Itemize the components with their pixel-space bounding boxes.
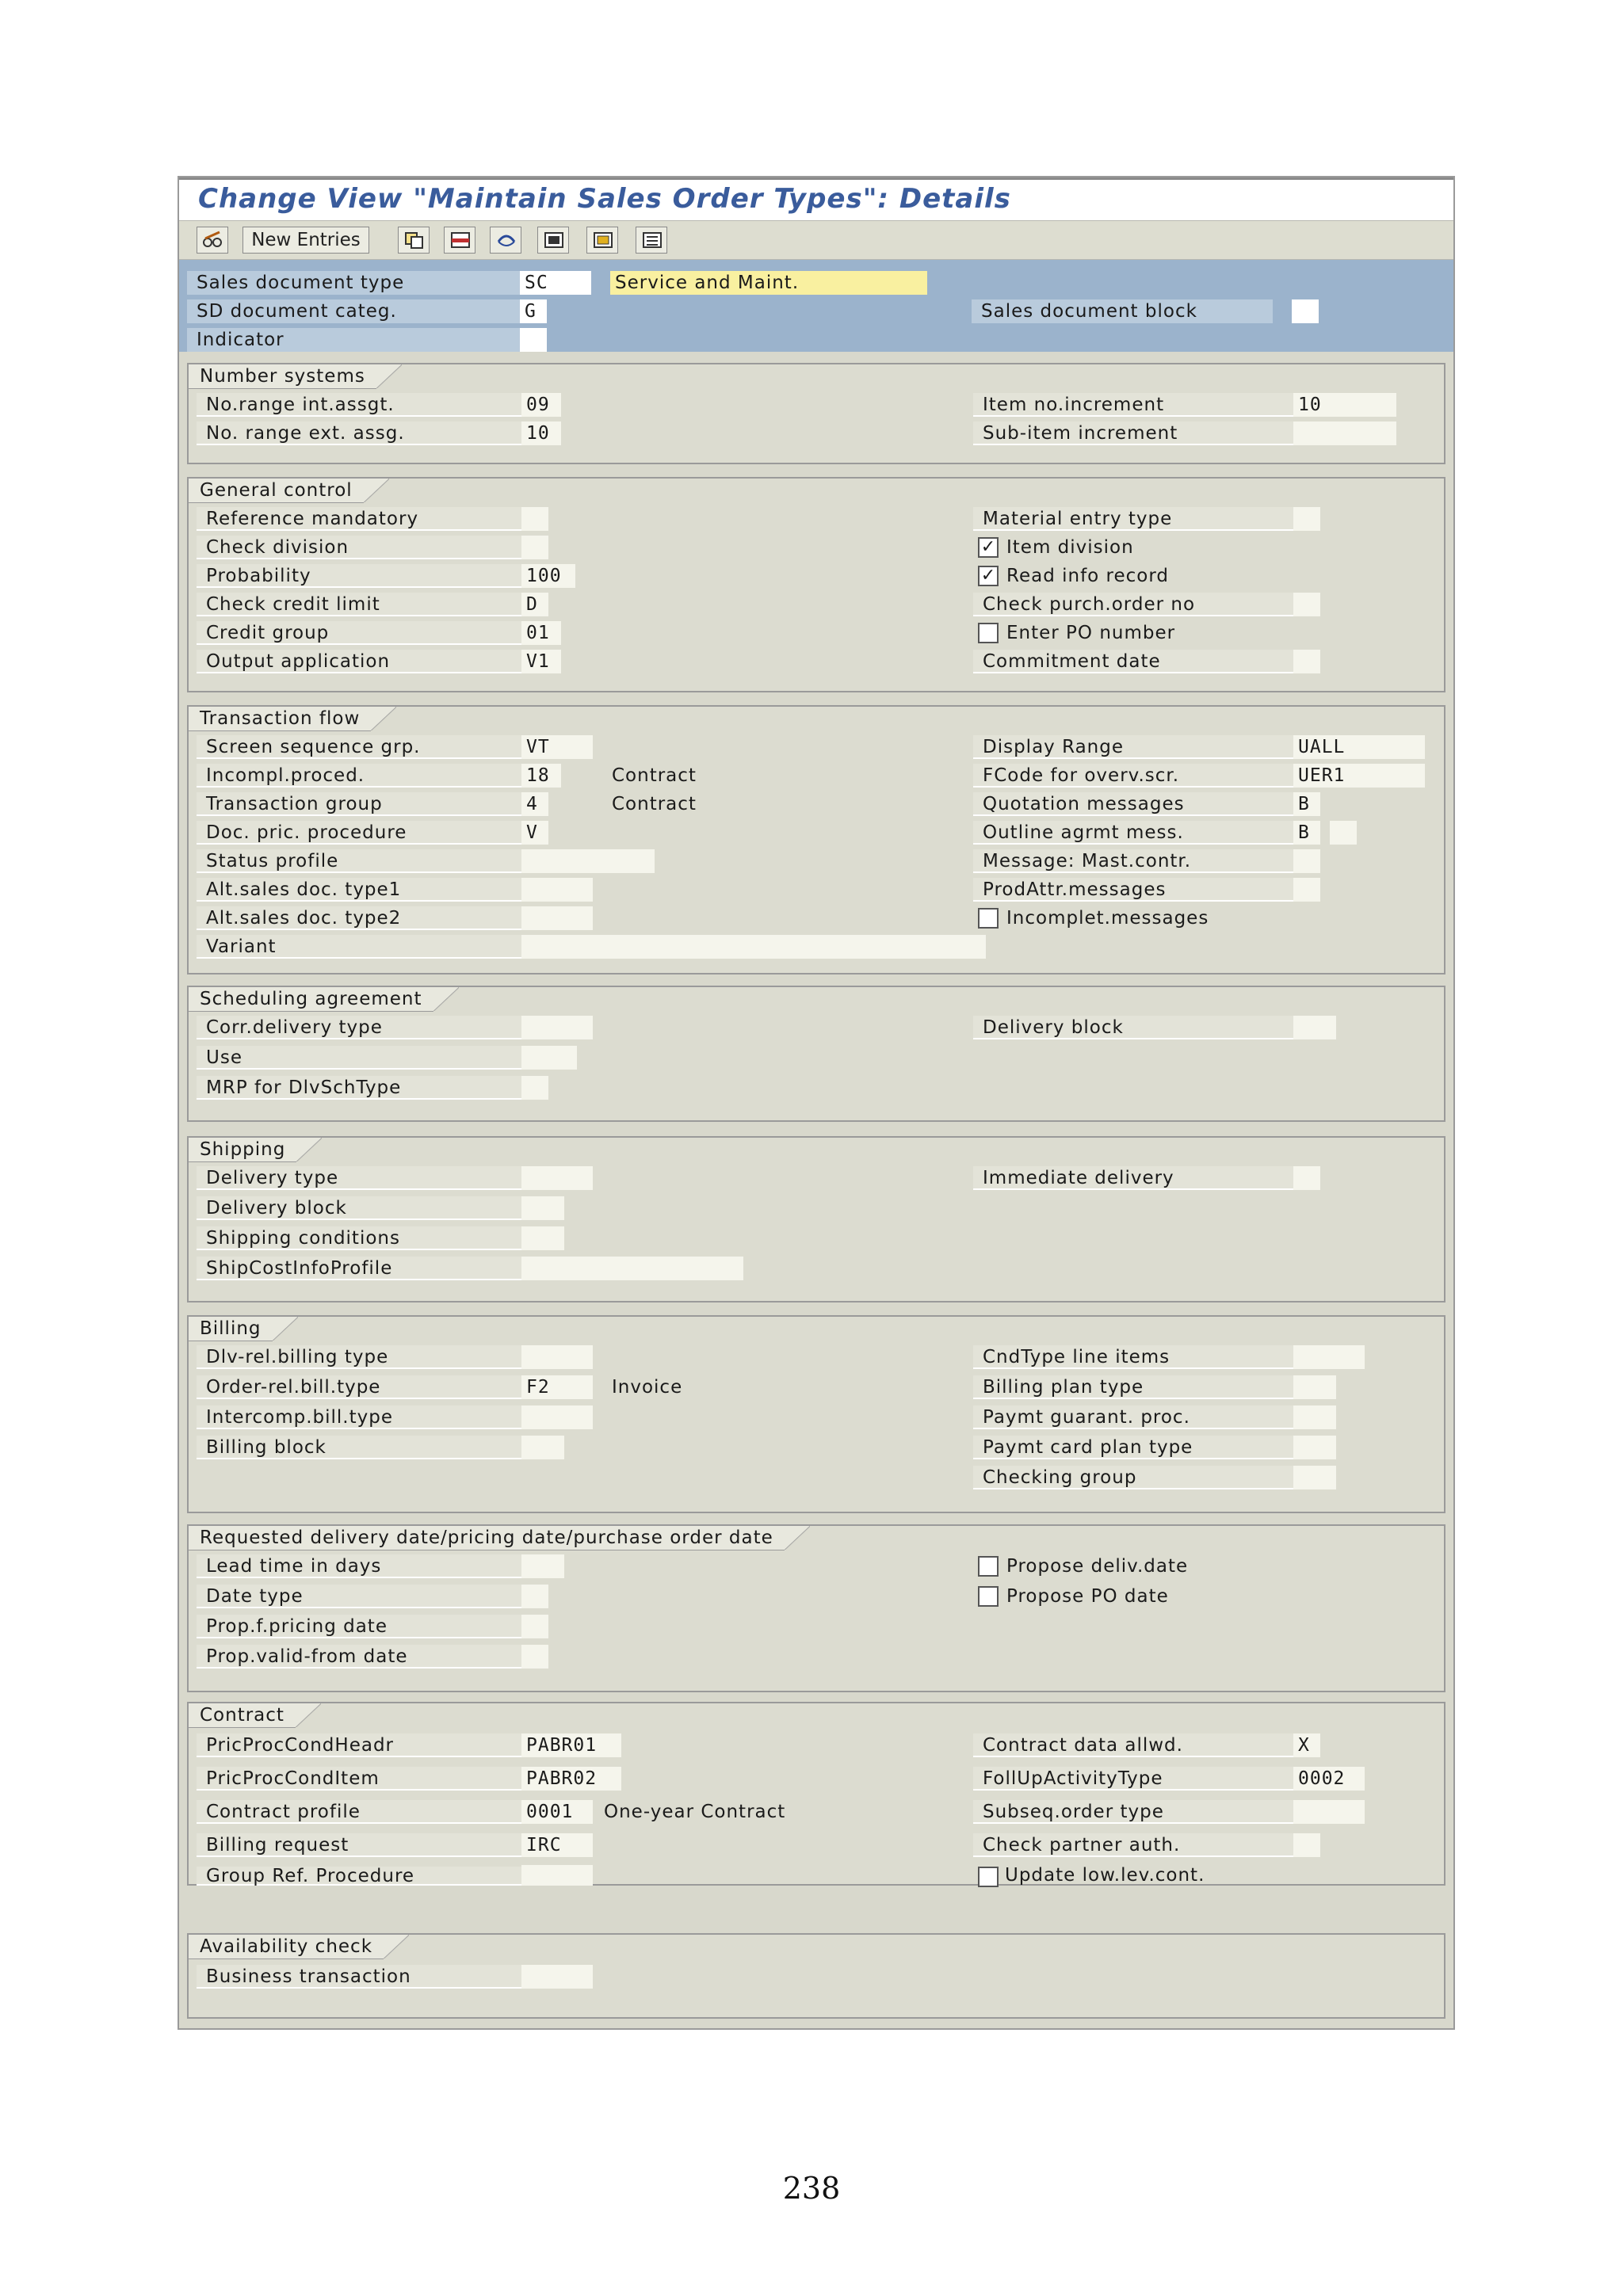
section-title: Contract [189,1703,296,1728]
contract-profile-label: Contract profile [197,1800,521,1824]
no-range-ext-field[interactable]: 10 [521,421,561,445]
contract-data-allwd-field[interactable]: X [1293,1733,1320,1757]
use-field[interactable] [521,1046,577,1070]
deselect-all-icon [641,231,663,250]
delivery-block-label: Delivery block [973,1016,1293,1039]
section-shipping [187,1136,1445,1302]
prop-pricing-date-field[interactable] [521,1615,548,1638]
section-title: Billing [189,1317,273,1341]
item-division-label: Item division [1006,537,1134,558]
check-partner-auth-field[interactable] [1293,1833,1320,1857]
billing-block-field[interactable] [521,1436,564,1459]
prop-valid-from-date-label: Prop.valid-from date [197,1645,521,1669]
update-low-lev-cont-label: Update low.lev.cont. [1005,1865,1205,1886]
window-title: Change View "Maintain Sales Order Types": Details [198,183,1011,215]
delivery-block-field[interactable] [1293,1016,1336,1039]
business-transaction-field[interactable] [521,1965,593,1989]
credit-group-label: Credit group [197,621,521,645]
delivery-type-label: Delivery type [197,1166,521,1190]
select-all-icon [543,231,565,250]
prop-pricing-date-label: Prop.f.pricing date [197,1615,521,1638]
shipcostinfoprofile-label: ShipCostInfoProfile [197,1257,521,1280]
section-transaction-flow [187,705,1445,974]
read-info-record-checkbox[interactable]: ✓ [978,566,999,586]
section-general-control [187,477,1445,692]
sales-doc-type-label: Sales document type [187,271,520,295]
mrp-dlvschtype-label: MRP for DlvSchType [197,1076,521,1100]
enter-po-number-checkbox[interactable] [978,623,999,643]
sd-doc-categ-label: SD document categ. [187,299,520,323]
contract-data-allwd-label: Contract data allwd. [973,1733,1293,1757]
toolbar [179,220,1453,260]
lead-time-field[interactable] [521,1554,564,1578]
status-profile-field[interactable] [521,849,655,873]
section-title: Scheduling agreement [189,987,433,1012]
undo-change-button[interactable] [490,227,521,254]
status-profile-label: Status profile [197,849,521,873]
sales-doc-type-description: Service and Maint. [610,271,927,295]
check-partner-auth-label: Check partner auth. [973,1833,1293,1857]
propose-po-date-checkbox[interactable] [978,1586,999,1607]
commitment-date-label: Commitment date [973,650,1293,673]
commitment-date-field[interactable] [1293,650,1320,673]
header-block [179,260,1453,352]
sales-doc-block-label: Sales document block [972,299,1273,323]
sap-screen [178,176,1455,2030]
subseq-order-type-field[interactable] [1293,1800,1365,1824]
probability-label: Probability [197,564,521,588]
paymt-guarant-proc-label: Paymt guarant. proc. [973,1405,1293,1429]
sales-doc-type-field[interactable]: SC [520,271,591,295]
output-application-label: Output application [197,650,521,673]
section-title: Shipping [189,1138,296,1162]
check-division-label: Check division [197,536,521,559]
incompl-proced-label: Incompl.proced. [197,764,521,788]
display-change-button[interactable] [197,227,228,254]
billing-request-field[interactable]: IRC [521,1833,593,1857]
lead-time-label: Lead time in days [197,1554,521,1578]
credit-group-field[interactable]: 01 [521,621,561,645]
output-application-field[interactable]: V1 [521,650,561,673]
dlv-rel-billing-type-field[interactable] [521,1345,593,1369]
display-range-label: Display Range [973,735,1293,759]
section-scheduling-agreement [187,986,1445,1122]
section-requested-dates [187,1524,1445,1692]
item-no-increment-label: Item no.increment [973,393,1293,417]
sd-doc-categ-field[interactable]: G [520,299,547,323]
variant-field[interactable] [521,935,986,959]
no-range-int-label: No.range int.assgt. [197,393,521,417]
pric-proc-cond-headr-field[interactable]: PABR01 [521,1733,621,1757]
section-title: Transaction flow [189,707,371,731]
outline-agrmt-extra-field[interactable] [1330,821,1357,845]
contract-profile-field[interactable]: 0001 [521,1800,593,1824]
section-title: Requested delivery date/pricing date/purchase order date [189,1526,785,1550]
contract-profile-description: One-year Contract [604,1802,786,1822]
propose-deliv-date-checkbox[interactable] [978,1556,999,1577]
paymt-card-plan-type-field[interactable] [1293,1436,1336,1459]
outline-agrmt-field[interactable]: B [1293,821,1320,845]
shipcostinfoprofile-field[interactable] [521,1257,743,1280]
follupactivitytype-label: FollUpActivityType [973,1767,1293,1791]
quotation-messages-label: Quotation messages [973,792,1293,816]
dlv-rel-billing-type-label: Dlv-rel.billing type [197,1345,521,1369]
billing-request-label: Billing request [197,1833,521,1857]
section-number-systems [187,363,1445,464]
billing-plan-type-field[interactable] [1293,1375,1336,1399]
transaction-group-label: Transaction group [197,792,521,816]
delivery-type-field[interactable] [521,1166,593,1190]
indicator-field[interactable] [520,328,547,352]
message-mast-contr-label: Message: Mast.contr. [973,849,1293,873]
propose-deliv-date-label: Propose deliv.date [1006,1556,1189,1577]
deselect-all-button[interactable] [636,227,667,254]
alt-sales-doc-type2-label: Alt.sales doc. type2 [197,906,521,930]
shipping-conditions-label: Shipping conditions [197,1226,521,1250]
propose-po-date-label: Propose PO date [1006,1586,1169,1607]
order-rel-bill-type-label: Order-rel.bill.type [197,1375,521,1399]
display-range-field[interactable]: UALL [1293,735,1425,759]
mrp-dlvschtype-field[interactable] [521,1076,548,1100]
order-rel-bill-type-description: Invoice [612,1377,683,1398]
new-entries-button[interactable]: New Entries [242,227,369,254]
pric-proc-cond-item-label: PricProcCondItem [197,1767,521,1791]
reference-mandatory-label: Reference mandatory [197,507,521,531]
intercomp-bill-type-label: Intercomp.bill.type [197,1405,521,1429]
item-division-checkbox[interactable]: ✓ [978,537,999,558]
fcode-field[interactable]: UER1 [1293,764,1425,788]
update-low-lev-cont-checkbox[interactable] [978,1867,999,1887]
delete-row-icon [449,231,472,250]
order-rel-bill-type-field[interactable]: F2 [521,1375,593,1399]
checking-group-field[interactable] [1293,1466,1336,1489]
fcode-label: FCode for overv.scr. [973,764,1293,788]
pric-proc-cond-headr-label: PricProcCondHeadr [197,1733,521,1757]
transaction-group-description: Contract [612,794,697,814]
incompl-proced-field[interactable]: 18 [521,764,561,788]
incompl-proced-description: Contract [612,765,697,786]
undo-icon [495,231,517,250]
shipping-delivery-block-field[interactable] [521,1196,564,1220]
prop-valid-from-date-field[interactable] [521,1645,548,1669]
check-division-field[interactable] [521,536,548,559]
follupactivitytype-field[interactable]: 0002 [1293,1767,1365,1791]
immediate-delivery-field[interactable] [1293,1166,1320,1190]
check-credit-limit-label: Check credit limit [197,593,521,616]
paymt-card-plan-type-label: Paymt card plan type [973,1436,1293,1459]
section-title: Number systems [189,364,376,389]
cndtype-line-items-field[interactable] [1293,1345,1365,1369]
reference-mandatory-field[interactable] [521,507,548,531]
doc-pric-procedure-label: Doc. pric. procedure [197,821,521,845]
indicator-label: Indicator [187,328,520,352]
prodattr-messages-label: ProdAttr.messages [973,878,1293,902]
pric-proc-cond-item-field[interactable]: PABR02 [521,1767,621,1791]
screen-seq-field[interactable]: VT [521,735,593,759]
alt-sales-doc-type2-field[interactable] [521,906,593,930]
section-title: General control [189,479,364,503]
sub-item-increment-label: Sub-item increment [973,421,1293,445]
use-label: Use [197,1046,521,1070]
check-purch-order-label: Check purch.order no [973,593,1293,616]
material-entry-type-field[interactable] [1293,507,1320,531]
check-purch-order-field[interactable] [1293,593,1320,616]
shipping-conditions-field[interactable] [521,1226,564,1250]
no-range-int-field[interactable]: 09 [521,393,561,417]
section-billing [187,1315,1445,1513]
read-info-record-label: Read info record [1006,566,1170,586]
copy-as-button[interactable] [398,227,430,254]
date-type-label: Date type [197,1585,521,1608]
doc-pric-procedure-field[interactable]: V [521,821,548,845]
enter-po-number-label: Enter PO number [1006,623,1176,643]
date-type-field[interactable] [521,1585,548,1608]
paymt-guarant-proc-field[interactable] [1293,1405,1336,1429]
shipping-delivery-block-label: Delivery block [197,1196,521,1220]
corr-delivery-type-label: Corr.delivery type [197,1016,521,1039]
message-mast-contr-field[interactable] [1293,849,1320,873]
alt-sales-doc-type1-field[interactable] [521,878,593,902]
group-ref-procedure-field[interactable] [521,1865,593,1886]
check-credit-limit-field[interactable]: D [521,593,548,616]
immediate-delivery-label: Immediate delivery [973,1166,1293,1190]
title-bar [179,177,1453,220]
cndtype-line-items-label: CndType line items [973,1345,1293,1369]
no-range-ext-label: No. range ext. assg. [197,421,521,445]
variant-label: Variant [197,935,521,959]
copy-icon [403,231,426,250]
corr-delivery-type-field[interactable] [521,1016,593,1039]
alt-sales-doc-type1-label: Alt.sales doc. type1 [197,878,521,902]
quotation-messages-field[interactable]: B [1293,792,1320,816]
section-availability-check [187,1933,1445,2019]
select-block-button[interactable] [586,227,618,254]
section-title: Availability check [189,1935,384,1959]
billing-plan-type-label: Billing plan type [973,1375,1293,1399]
pencil-glasses-icon [202,231,224,250]
business-transaction-label: Business transaction [197,1965,521,1989]
section-contract [187,1702,1445,1886]
material-entry-type-label: Material entry type [973,507,1293,531]
sub-item-increment-field[interactable] [1293,421,1396,445]
checking-group-label: Checking group [973,1466,1293,1489]
delete-button[interactable] [444,227,475,254]
incomplet-messages-checkbox[interactable] [978,908,999,929]
billing-block-label: Billing block [197,1436,521,1459]
transaction-group-field[interactable]: 4 [521,792,548,816]
page-number: 238 [782,2171,841,2206]
incomplet-messages-label: Incomplet.messages [1006,908,1209,929]
item-no-increment-field[interactable]: 10 [1293,393,1396,417]
intercomp-bill-type-field[interactable] [521,1405,593,1429]
sales-doc-block-field[interactable] [1292,299,1319,323]
group-ref-procedure-label: Group Ref. Procedure [197,1867,521,1886]
select-block-icon [592,231,614,250]
screen-seq-label: Screen sequence grp. [197,735,521,759]
probability-field[interactable]: 100 [521,564,575,588]
prodattr-messages-field[interactable] [1293,878,1320,902]
outline-agrmt-label: Outline agrmt mess. [973,821,1293,845]
subseq-order-type-label: Subseq.order type [973,1800,1293,1824]
select-all-button[interactable] [537,227,569,254]
